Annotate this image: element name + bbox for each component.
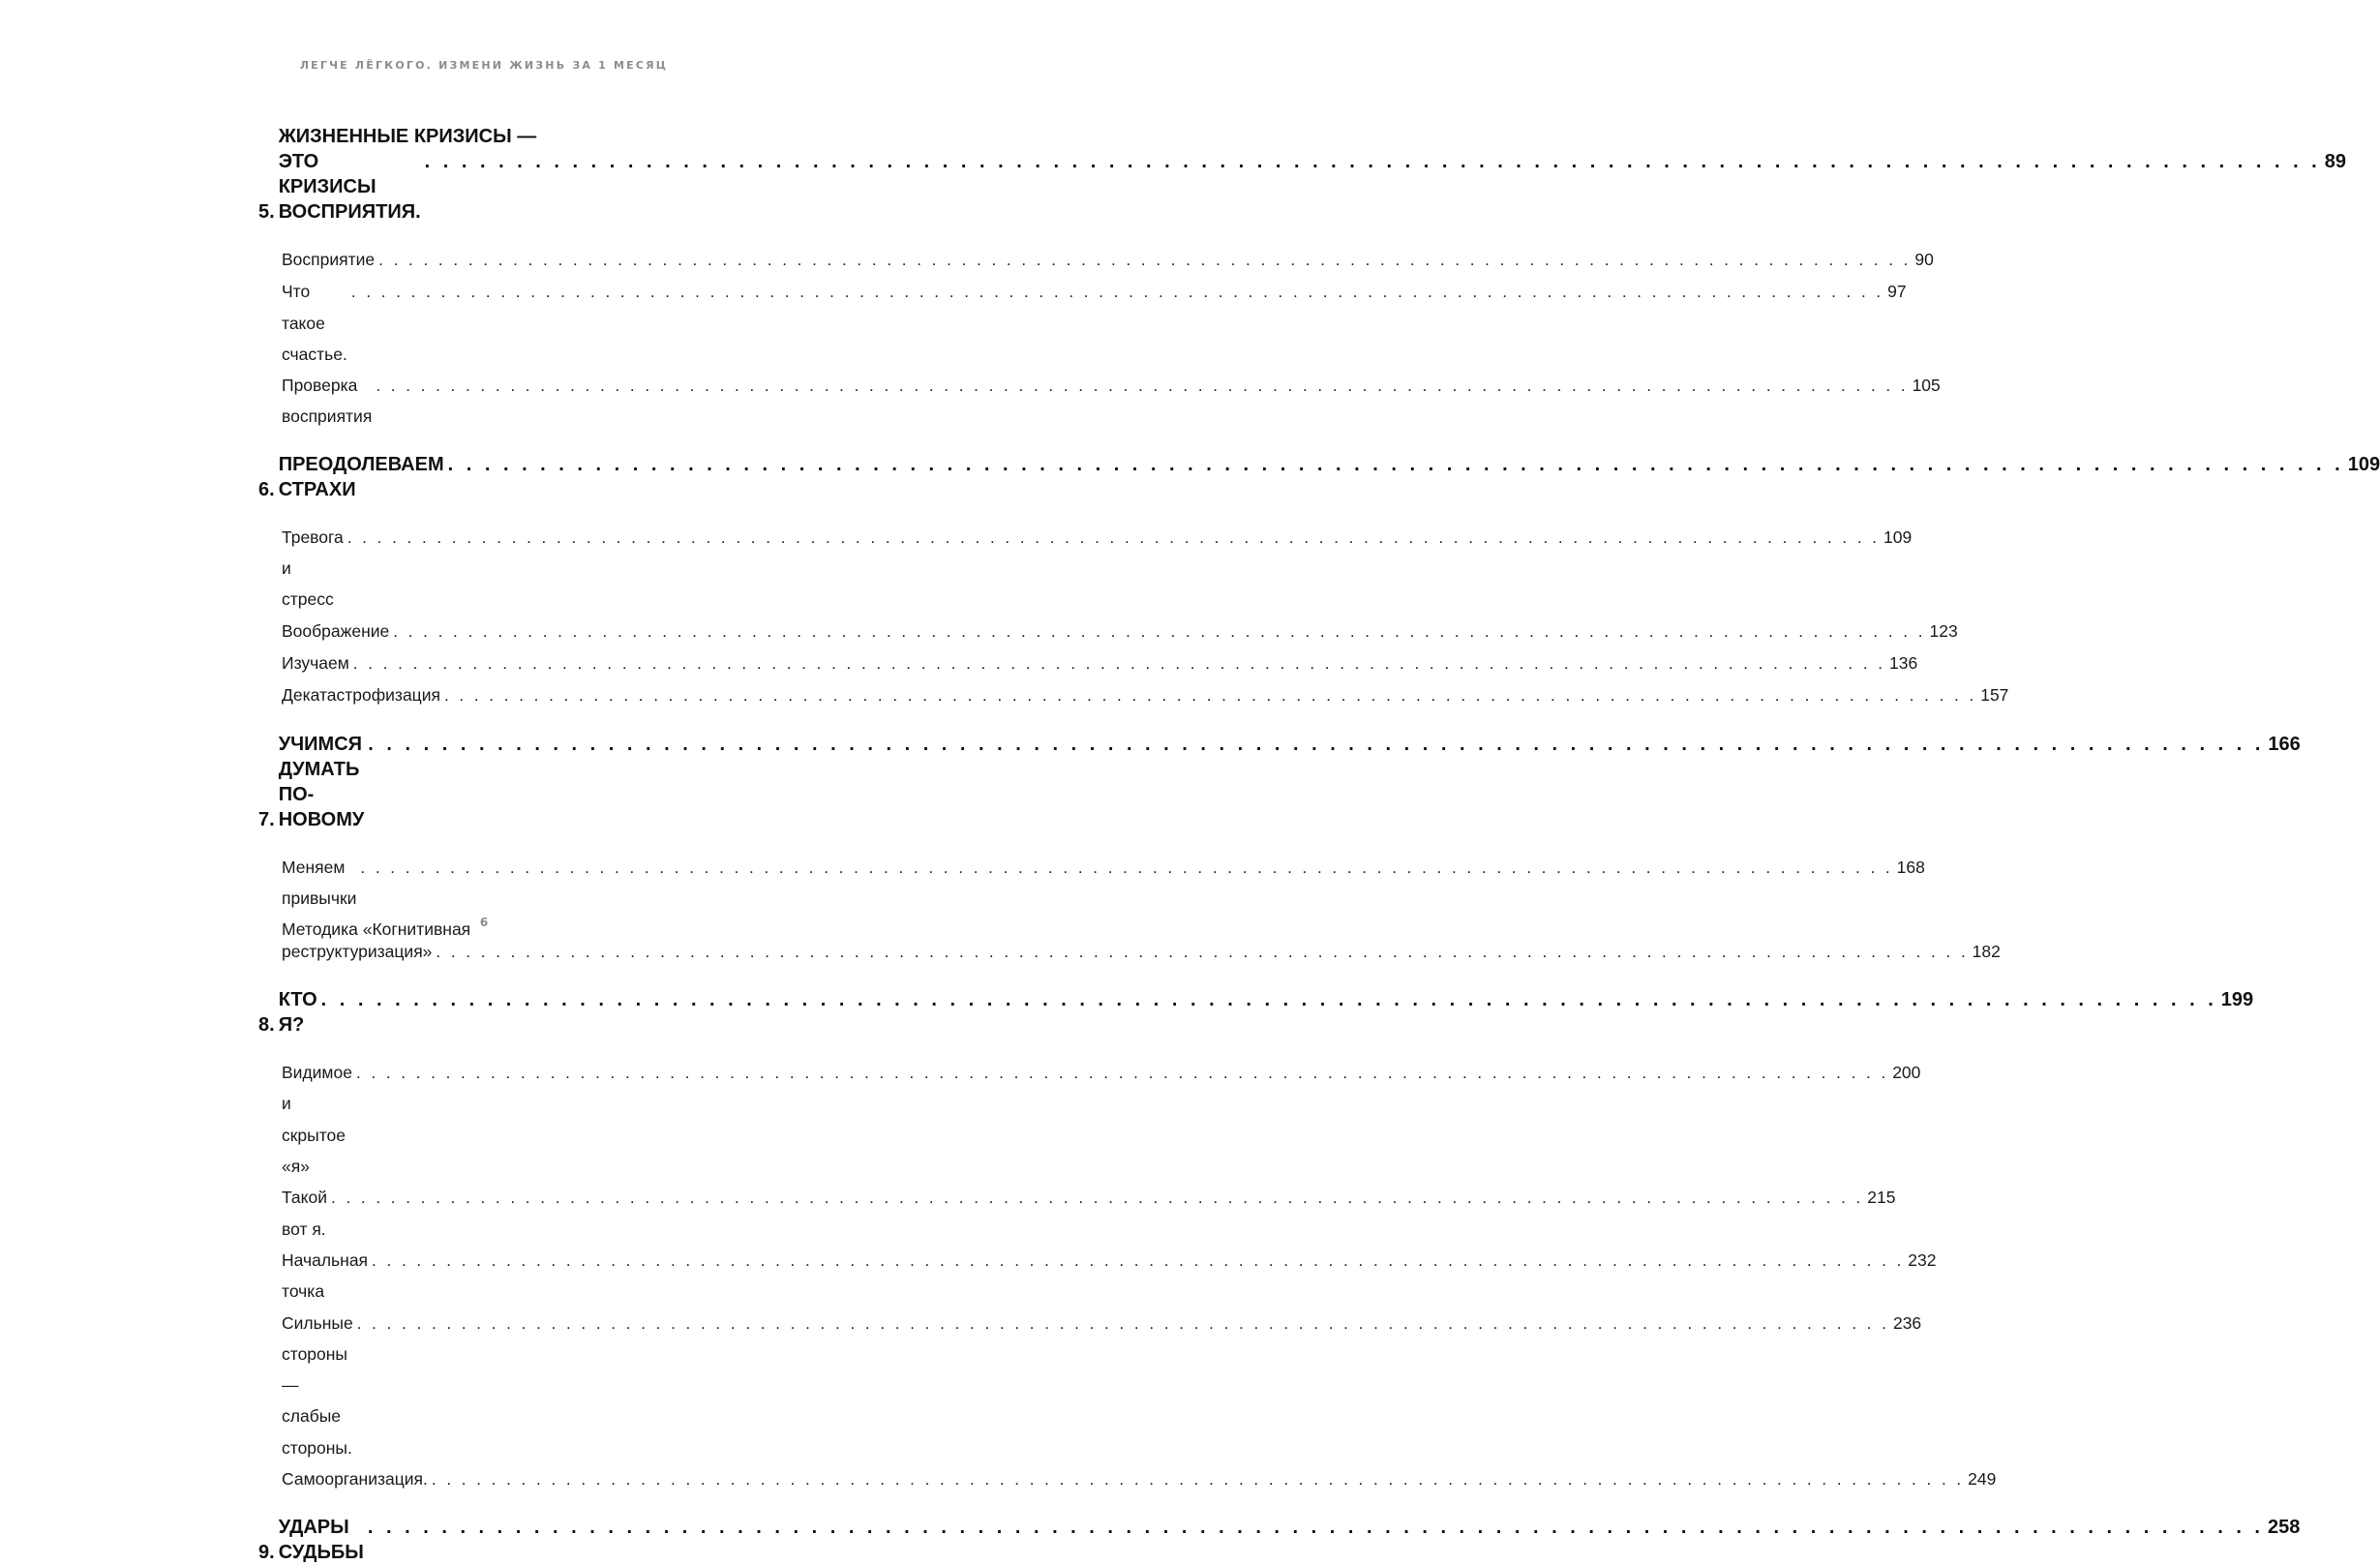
- chapter-page-number: 258: [2268, 1517, 2301, 1539]
- dot-leader: [357, 1309, 1889, 1339]
- chapter-title: УДАРЫ СУДЬБЫ: [278, 1517, 364, 1564]
- entry-page-number: 90: [1914, 250, 1934, 269]
- dot-leader: [351, 277, 1883, 308]
- toc-chapter-7[interactable]: [258, 732, 2301, 832]
- entry-page-number: 97: [1887, 282, 1907, 302]
- toc-entry[interactable]: [282, 522, 1913, 616]
- dot-leader: [360, 853, 1892, 884]
- dot-leader: [393, 617, 1925, 647]
- dot-leader: [347, 523, 1880, 554]
- entry-title: Такой вот я.: [282, 1188, 327, 1239]
- dot-leader: [321, 987, 2217, 1012]
- dot-leader: [448, 452, 2344, 477]
- entry-page-number: 200: [1892, 1063, 1921, 1083]
- entry-title-line1: Методика «Когнитивная: [282, 919, 471, 940]
- chapter-page-number: 199: [2220, 989, 2254, 1011]
- toc-entries-chapter-7: [258, 852, 2001, 969]
- entry-page-number: 182: [1972, 942, 2001, 962]
- entry-page-number: 168: [1896, 857, 1925, 877]
- entry-title: Тревога и стресс: [282, 527, 344, 610]
- entry-title: Самоорганизация.: [282, 1469, 428, 1490]
- chapter-number: 5.: [258, 201, 275, 223]
- entry-page-number: 109: [1883, 527, 1913, 547]
- entry-title: Видимое и скрытое «я»: [282, 1063, 352, 1177]
- chapter-number: 6.: [258, 478, 275, 500]
- chapter-page-number: 109: [2347, 453, 2380, 475]
- chapter-title: КТО Я?: [278, 989, 317, 1037]
- entry-title: Восприятие: [282, 250, 376, 269]
- dot-leader: [372, 1246, 1904, 1277]
- toc-entry[interactable]: [282, 852, 1925, 915]
- toc-chapter-8[interactable]: [258, 987, 2254, 1038]
- entry-page-number: 136: [1889, 652, 1918, 673]
- chapter-number: 7.: [258, 808, 275, 830]
- dot-leader: [356, 1058, 1888, 1089]
- toc-entry[interactable]: [282, 679, 2009, 711]
- chapter-title-line2: ЭТО КРИЗИСЫ ВОСПРИЯТИЯ.: [278, 151, 421, 223]
- table-of-contents: [258, 124, 2380, 1565]
- toc-entry[interactable]: [282, 1057, 1921, 1182]
- toc-entry[interactable]: [282, 1463, 1997, 1495]
- running-header: ЛЕГЧЕ ЛЁГКОГО. ИЗМЕНИ ЖИЗНЬ ЗА 1 МЕСЯЦ: [299, 59, 669, 72]
- entry-page-number: 123: [1929, 620, 1958, 641]
- toc-entries-chapter-6: [258, 522, 2009, 712]
- toc-chapter-6[interactable]: [258, 452, 2380, 502]
- entry-page-number: 236: [1892, 1312, 1922, 1333]
- dot-leader: [436, 941, 1968, 963]
- toc-entry[interactable]: [282, 647, 1918, 679]
- entry-title: Изучаем: [282, 652, 349, 673]
- dot-leader: [444, 680, 1976, 711]
- entry-page-number: 157: [1980, 685, 2009, 706]
- entry-title: Начальная точка: [282, 1249, 369, 1302]
- toc-entry[interactable]: [282, 1308, 1922, 1463]
- dot-leader: [368, 1515, 2264, 1540]
- entry-title: Декатастрофизация: [282, 685, 440, 706]
- dot-leader: [425, 149, 2321, 174]
- entry-page-number: 249: [1968, 1469, 1997, 1490]
- entry-page-number: 105: [1912, 376, 1941, 396]
- dot-leader: [376, 371, 1908, 402]
- chapter-number: 9.: [258, 1542, 275, 1564]
- toc-chapter-9[interactable]: [258, 1515, 2301, 1565]
- chapter-title: ПРЕОДОЛЕВАЕМ СТРАХИ: [278, 453, 444, 500]
- chapter-page-number: 89: [2324, 151, 2346, 172]
- toc-entry[interactable]: [282, 276, 1907, 370]
- page-number: 6: [479, 916, 489, 929]
- toc-chapter-5[interactable]: [258, 124, 2346, 225]
- toc-entry[interactable]: [282, 244, 1934, 276]
- entry-title: Проверка восприятия: [282, 376, 373, 427]
- chapter-title-line1: ЖИЗНЕННЫЕ КРИЗИСЫ —: [278, 126, 537, 147]
- entry-title-line2: реструктуризация»: [282, 942, 433, 962]
- toc-entry[interactable]: [282, 616, 1958, 647]
- dot-leader: [353, 648, 1885, 679]
- entry-title: Что такое счастье.: [282, 282, 347, 364]
- chapter-title: УЧИМСЯ ДУМАТЬ ПО-НОВОМУ: [278, 733, 365, 830]
- dot-leader: [378, 245, 1911, 276]
- toc-entries-chapter-8: [258, 1057, 1997, 1495]
- dot-leader: [432, 1464, 1964, 1495]
- entry-page-number: 215: [1867, 1188, 1896, 1208]
- toc-entries-chapter-5: [258, 244, 1941, 433]
- entry-title: Меняем привычки: [282, 857, 357, 908]
- dot-leader: [368, 732, 2264, 757]
- dot-leader: [331, 1183, 1863, 1214]
- toc-entry[interactable]: [282, 370, 1941, 433]
- entry-title: Сильные стороны — слабые стороны.: [282, 1312, 353, 1458]
- toc-entry[interactable]: [282, 1245, 1937, 1308]
- entry-title: Воображение: [282, 620, 390, 641]
- chapter-page-number: 166: [2268, 733, 2301, 755]
- toc-entry[interactable]: [282, 1182, 1896, 1245]
- chapter-number: 8.: [258, 1014, 275, 1037]
- entry-page-number: 232: [1908, 1249, 1937, 1270]
